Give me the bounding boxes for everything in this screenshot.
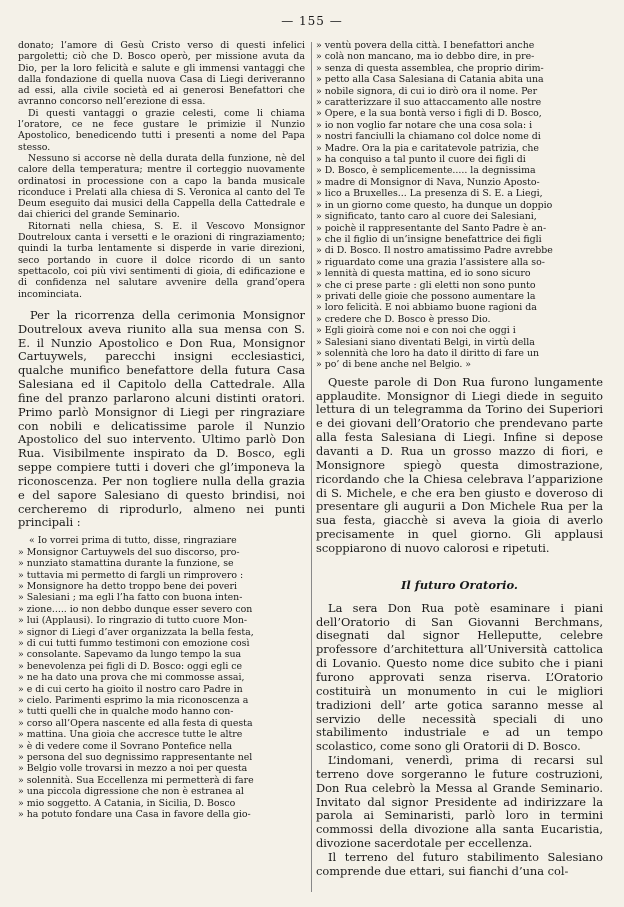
quote-line: » significato, tanto caro al cuore dei Salesiani, [316,211,537,223]
quote-line: » che il figlio di un’insigne benefattrice dei figli [316,233,542,245]
quote-line: » di cui tutti fummo testimoni con emozione così [18,637,250,649]
quote-line: » Madre. Ora la pia e caritatevole patrizia, che [316,142,539,154]
quote-line: » solennità che loro ha dato il diritto di fare un [316,347,540,359]
quote-line: » lennità di questa mattina, ed io sono sicuro [316,268,531,280]
quote-line: » che ci prese parte : gli eletti non sono punto [316,279,536,291]
quote-line: » benevolenza pei figli di D. Bosco: oggi egli ce [18,660,243,672]
page-number: — 155 — [281,14,343,28]
quote-line: » nostri fanciulli la chiamano col dolce nome di [316,131,541,143]
quote-line: » mattina. Una gioia che accresce tutte le altre [18,729,243,741]
quote-line: » lico a Bruxelles... La presenza di S. E. a Liegi, [316,188,543,200]
quote-line: » nobile signora, di cui io dirò ora il nome. Per [316,85,538,97]
quote-line: » ha potuto fondare una Casa in favore della gio- [18,809,251,821]
quote-block [18,535,305,820]
quote-line: » Monsignore ha detto troppo bene dei poveri [18,580,237,592]
quote-line: » tuttavia mi permetto di fargli un rimprovero : [18,569,244,581]
quote-line: » signor di Liegi d’aver organizzata la bella festa, [18,626,254,638]
right-column [316,40,603,879]
quote-line: » Salesiani siano diventati Belgi, in virtù della [316,336,535,348]
quote-line: » ventù povera della città. I benefattori anche [316,40,535,51]
section-title: Il futuro Oratorio. [401,577,518,592]
paragraph: Nessuno si accorse nè della durata della funzione, nè del calore della temperatura; mentre il corteggio nuovamente ordinatosi in processione con a capo la banda musicale riconduce i Prelati alla chiesa di S. Veronica al canto del Te Deum eseguito dai musici della Cappella della Cattedrale e dai chierici del grande Seminario. [18,152,305,221]
quote-line: » colà non mancano, ma io debbo dire, in pre- [316,51,535,63]
left-column [18,40,305,820]
quote-line: » Monsignor Cartuywels del suo discorso, pro- [18,546,240,558]
quote-line: » madre di Monsignor di Nava, Nunzio Aposto- [316,176,540,188]
quote-line: » Belgio volle trovarsi in mezzo a noi per questa [18,763,248,775]
quote-line: » persona del suo degnissimo rappresentante nel [18,752,253,764]
quote-line: » nunziato stamattina durante la funzione, se [18,558,234,570]
paragraph: Per la ricorrenza della cerimonia Monsignor Doutreloux aveva riunito alla sua mensa con S. E. il Nunzio Apostolico e Don Rua, Monsignor Cartuywels, parecchi insigni ecclesiastici, qualche munifico benefattore della futura Casa Salesiana ed il Capitolo della Cattedrale. Alla fine del pranzo parlarono alcuni distinti oratori. Primo parlò Monsignor di Liegi per ringraziare con nobili e delicatissime parole il Nunzio Apostolico del suo intervento. Ultimo parlò Don Rua. Visibilmente inspirato da D. Bosco, egli seppe compiere tutti i doveri che gl’imponeva la riconoscenza. Per non togliere nulla della grazia e del sapore Salesiano di questo brindisi, noi cercheremo di riprodurlo, almeno nei punti principali : [18,307,305,530]
quote-line: » Salesiani ; ma egli l’ha fatto con buona inten- [18,592,243,604]
quote-line: » zione..... io non debbo dunque esser severo con [18,603,253,615]
paragraph: Ritornati nella chiesa, S. E. il Vescovo Monsignor Doutreloux canta i versetti e le orazioni di ringraziamento; quindi la turba lentamente si disperde in varie direzioni, seco portando in cuore il dolce ricordo di un santo spettacolo, coi più vivi sentimenti di gioia, di edificazione e di confidenza nel salutare avvenire della grand’opera incominciata. [18,220,305,300]
quote-line: » tutti quelli che in qualche modo hanno con- [18,706,234,718]
quote-line: » po’ di bene anche nel Belgio. » [316,359,472,371]
quote-block [316,40,603,371]
quote-line: » poichè il rappresentante del Santo Padre è an- [316,222,547,234]
quote-line: » consolante. Sapevamo da lungo tempo la sua [18,649,242,661]
quote-line: » riguardato come una grazia l’assistere alla so- [316,256,545,268]
quote-line: » e di cui certo ha gioito il nostro caro Padre in [18,683,243,695]
quote-line: » mio soggetto. A Catania, in Sicilia, D. Bosco [18,797,236,809]
quote-line: » di D. Bosco. Il nostro amatissimo Padre avrebbe [316,245,553,257]
paragraph: La sera Don Rua potè esaminare i piani dell’Oratorio di San Giovanni Berchmans, disegnati dal signor Helleputte, celebre professore d’architettura all’Università cattolica di Lovanio. Questo nome dice subito che i piani furono approvati senza riserva. L’Oratorio costituirà un monumento in cui le migliori tradizioni dell’ arte gotica saranno messe al servizio delle necessità speciali di uno stabilimento industriale e ad un tempo scolastico, come sono gli Oratorii di D. Bosco. [316,600,603,754]
quote-line: » cielo. Parimenti esprimo la mia riconoscenza a [18,695,249,707]
quote-line: » credere che D. Bosco è presso Dio. [316,313,491,325]
quote-line: » loro felicità. E noi abbiamo buone ragioni da [316,302,537,314]
quote-line: » corso all’Opera nascente ed alla festa di questa [18,717,253,729]
quote-line: » D. Bosco, è semplicemente..... la degnissima [316,165,536,177]
paragraph: Queste parole di Don Rua furono lungamente applaudite. Monsignor di Liegi diede in seguito lettura di un telegramma da Torino dei Superiori e dei giovani dell’Oratorio che prendevano parte alla festa Salesiana di Liegi. Infine si depose davanti a D. Rua un grosso mazzo di fiori, e Monsignore spiegò questa dimostrazione, ricordando che la Chiesa celebrava l’apparizione di S. Michele, e che era ben giusto e doveroso di presentare gli augurii a Don Michele Rua per la sua festa, giacchè si aveva la gioia di averlo precisamente in quel giorno. Gli applausi scoppiarono di nuovo calorosi e ripetuti. [316,374,603,555]
quote-line: « Io vorrei prima di tutto, disse, ringraziare [29,535,237,547]
quote-line: » è di vedere come il Sovrano Pontefice nella [18,740,233,752]
paragraph: Di questi vantaggi o grazie celesti, come li chiama l’oratore, ce ne fece gustare le primizie il Nunzio Apostolico, benedicendo tutti i presenti a nome del Papa stesso. [18,107,305,153]
quote-line: » ha conquiso a tal punto il cuore dei figli di [316,154,526,166]
quote-line: » lui (Applausi). Io ringrazio di tutto cuore Mon- [18,615,248,627]
paragraph: L’indomani, venerdì, prima di recarsi sul terreno dove sorgeranno le future costruzioni, Don Rua celebrò la Messa al Grande Seminario. Invitato dal signor Presidente ad indirizzare la parola ai Seminaristi, parlò loro in termini commossi della divozione alla santa Eucaristia, divozione sacerdotale per eccellenza. [316,753,603,851]
quote-line: » caratterizzare il suo attaccamento alle nostre [316,97,542,109]
quote-line: » in un giorno come questo, ha dunque un doppio [316,199,553,211]
paragraph: donato; l’amore di Gesù Cristo verso di questi infelici pargoletti; ciò che D. Bosco operò, per missione avuta da Dio, per la loro felicità e salute e gli immensi vantaggi che dalla fondazione di quella nuova Casa di Liegi deriveranno ad essi, alla civile società ed ai generosi Benefattori che avranno concorso nell’erezione di essa. [18,40,305,108]
quote-line: » privati delle gioie che possono aumentare la [316,290,536,302]
paragraph: Il terreno del futuro stabilimento Salesiano comprende due ettari, sui fianchi d’una col- [316,849,603,878]
quote-line: » Egli gioirà come noi e con noi che oggi i [316,325,516,337]
quote-line: » solennità. Sua Eccellenza mi permetterà di fare [18,774,254,786]
quote-line: » io non voglio far notare che una cosa sola: i [316,119,533,131]
column-divider [311,42,312,892]
quote-line: » una piccola digressione che non è estranea al [18,786,244,798]
quote-line: » Opere, e la sua bontà verso i figli di D. Bosco, [316,108,542,120]
quote-line: » petto alla Casa Salesiana di Catania abita una [316,74,544,86]
quote-line: » senza di questa assemblea, che proprio dirim- [316,62,544,74]
quote-line: » ne ha dato una prova che mi commosse assai, [18,672,245,684]
